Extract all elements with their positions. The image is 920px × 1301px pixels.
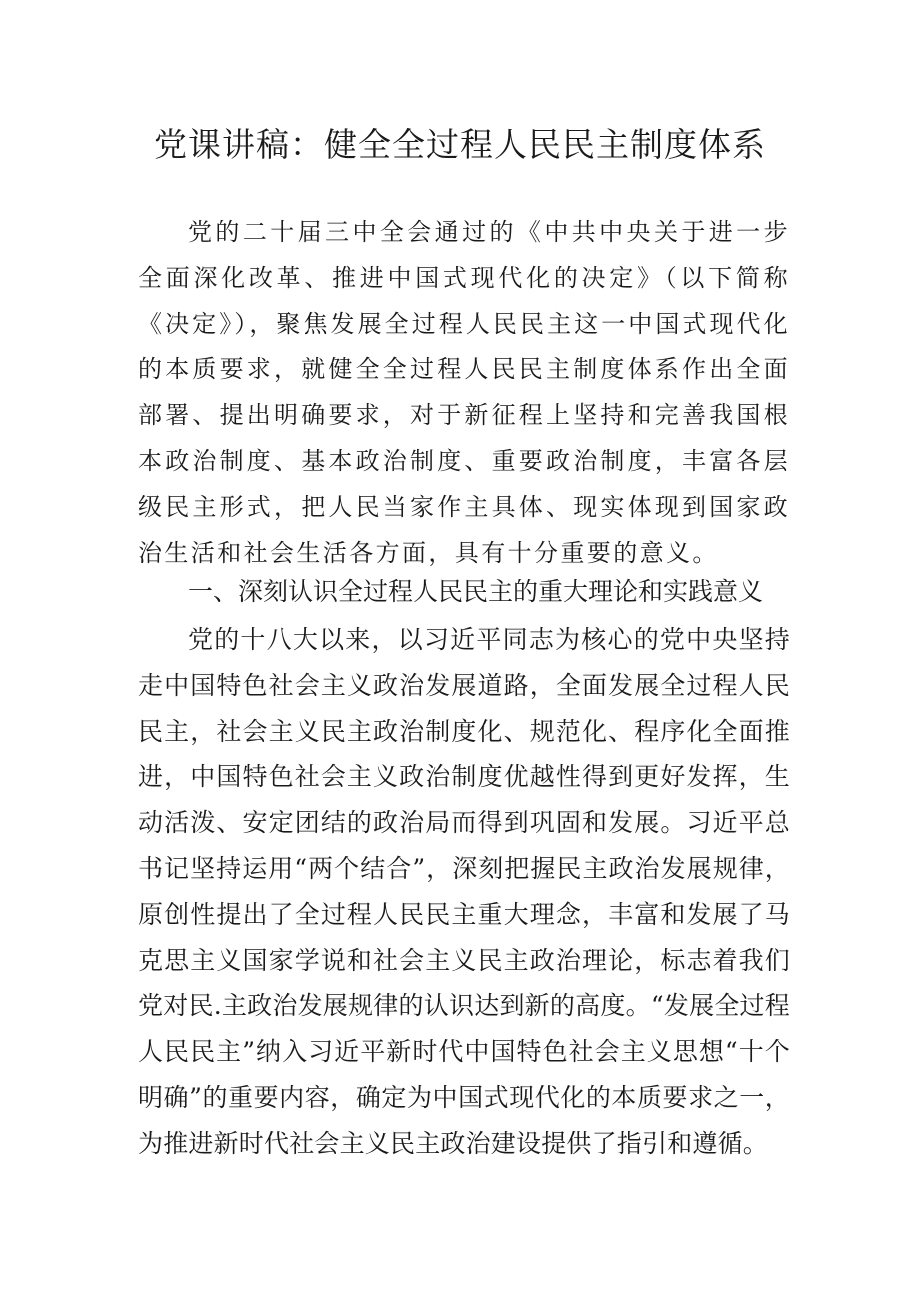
document-title: 党课讲稿：健全全过程人民民主制度体系 bbox=[154, 125, 766, 164]
section-1-paragraph: 党的十八大以来，以习近平同志为核心的党中央坚持走中国特色社会主义政治发展道路，全面发展全过程人民民主，社会主义民主政治制度化、规范化、程序化全面推进，中国特色社会主义政治制度优越性得到更好发挥，生动活泼、安定团结的政治局而得到巩固和发展。习近平总书记坚持运用“两个结合”，深刻把握民主政治发展规律，原创性提出了全过程人民民主重大理念，丰富和发展了马克思主义国家学说和社会主义民主政治理论，标志着我们党对民.主政治发展规律的认识达到新的高度。“发展全过程人民民主”纳入习近平新时代中国特色社会主义思想“十个明确”的重要内容，确定为中国式现代化的本质要求之一，为推进新时代社会主义民主政治建设提供了指引和遵循。 bbox=[138, 625, 790, 1158]
intro-paragraph: 党的二十届三中全会通过的《中共中央关于进一步全面深化改革、推进中国式现代化的决定》（以下简称《决定》），聚焦发展全过程人民民主这一中国式现代化的本质要求，就健全全过程人民民主制度体系作出全面部署、提出明确要求，对于新征程上坚持和完善我国根本政治制度、基本政治制度、重要政治制度，丰富各层级民主形式，把人民当家作主具体、现实体现到国家政治生活和社会生活各方面，具有十分重要的意义。 bbox=[138, 218, 790, 567]
section-heading-1: 一、深刻认识全过程人民民主的重大理论和实践意义 bbox=[188, 577, 764, 606]
